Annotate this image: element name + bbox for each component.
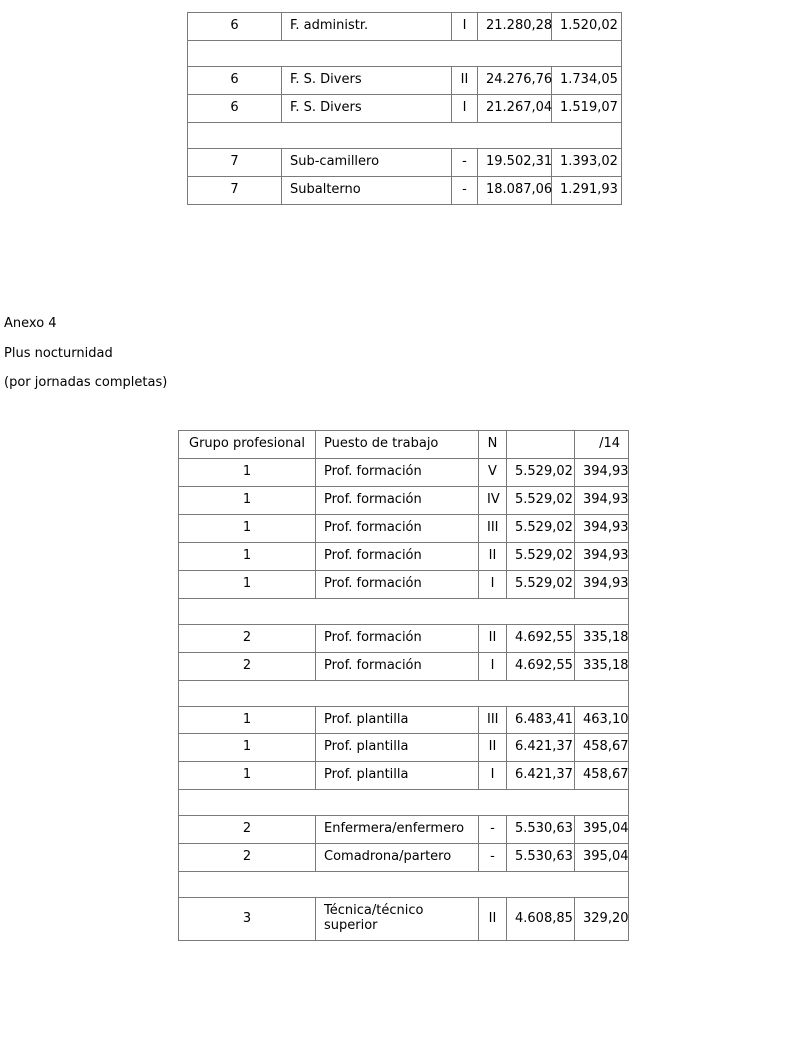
table-row [179, 542, 629, 570]
cell-puesto: Prof. formación [316, 652, 479, 680]
cell-puesto: Enfermera/enfermero [316, 816, 479, 844]
column-header-importe [507, 431, 575, 459]
anexo-table-body [179, 458, 629, 940]
table-row [179, 486, 629, 514]
table-row [179, 816, 629, 844]
cell-importe: 4.692,55 [507, 652, 575, 680]
table-row [179, 734, 629, 762]
cell-nivel: - [452, 148, 478, 176]
cell-grupo: 1 [179, 734, 316, 762]
table-spacer-cell [179, 790, 629, 816]
cell-div14: 458,67 [575, 734, 629, 762]
anexo-table [178, 430, 629, 941]
cell-nivel: IV [479, 486, 507, 514]
table-row [179, 898, 629, 941]
salary-table-top-body [188, 13, 622, 205]
cell-nivel: II [479, 898, 507, 941]
cell-importe: 21.280,28 [478, 13, 552, 41]
cell-importe: 5.530,63 [507, 816, 575, 844]
column-header-grupo: Grupo profesional [179, 431, 316, 459]
column-header-div14: /14 [575, 431, 629, 459]
cell-puesto: Comadrona/partero [316, 844, 479, 872]
cell-div14: 458,67 [575, 762, 629, 790]
cell-puesto: Prof. formación [316, 514, 479, 542]
table-row [179, 514, 629, 542]
table-spacer-cell [179, 680, 629, 706]
cell-puesto: Técnica/técnico superior [316, 898, 479, 941]
cell-importe: 21.267,04 [478, 94, 552, 122]
cell-grupo: 1 [179, 542, 316, 570]
cell-nivel: I [479, 652, 507, 680]
table-spacer-cell [179, 872, 629, 898]
cell-div14: 335,18 [575, 624, 629, 652]
cell-div14: 395,04 [575, 844, 629, 872]
cell-grupo: 6 [188, 66, 282, 94]
table-row [188, 13, 622, 41]
cell-importe: 6.421,37 [507, 734, 575, 762]
cell-puesto: Prof. formación [316, 486, 479, 514]
table-row [188, 66, 622, 94]
table-row [179, 458, 629, 486]
cell-nivel: III [479, 514, 507, 542]
table-spacer-cell [188, 122, 622, 148]
cell-puesto: Sub-camillero [282, 148, 452, 176]
cell-div14: 463,10 [575, 706, 629, 734]
cell-nivel: - [479, 844, 507, 872]
table-row [188, 176, 622, 204]
cell-nivel: II [452, 66, 478, 94]
table-row [188, 94, 622, 122]
cell-grupo: 6 [188, 94, 282, 122]
cell-grupo: 2 [179, 816, 316, 844]
cell-grupo: 2 [179, 652, 316, 680]
cell-grupo: 7 [188, 176, 282, 204]
cell-grupo: 1 [179, 486, 316, 514]
table-spacer-row [179, 790, 629, 816]
cell-grupo: 2 [179, 624, 316, 652]
cell-puesto: F. S. Divers [282, 66, 452, 94]
cell-importe: 4.692,55 [507, 624, 575, 652]
cell-puesto: Prof. plantilla [316, 734, 479, 762]
table-spacer-row [188, 122, 622, 148]
cell-nivel: III [479, 706, 507, 734]
cell-nivel: II [479, 734, 507, 762]
anexo-table-head [179, 431, 629, 459]
cell-puesto: F. S. Divers [282, 94, 452, 122]
cell-div14: 1.520,02 [552, 13, 622, 41]
cell-importe: 5.529,02 [507, 570, 575, 598]
table-row [179, 624, 629, 652]
cell-grupo: 1 [179, 514, 316, 542]
cell-nivel: I [452, 94, 478, 122]
cell-nivel: I [479, 762, 507, 790]
cell-puesto: Prof. formación [316, 570, 479, 598]
anexo-note: (por jornadas completas) [4, 375, 168, 391]
cell-grupo: 1 [179, 458, 316, 486]
anexo-table-container [178, 430, 628, 941]
cell-nivel: - [452, 176, 478, 204]
cell-nivel: II [479, 542, 507, 570]
cell-nivel: V [479, 458, 507, 486]
anexo-heading-block [4, 316, 504, 405]
column-header-nivel: N [479, 431, 507, 459]
column-header-puesto: Puesto de trabajo [316, 431, 479, 459]
table-row [179, 762, 629, 790]
cell-puesto: Prof. plantilla [316, 706, 479, 734]
cell-div14: 394,93 [575, 542, 629, 570]
cell-div14: 394,93 [575, 458, 629, 486]
cell-importe: 6.483,41 [507, 706, 575, 734]
cell-div14: 1.519,07 [552, 94, 622, 122]
cell-nivel: II [479, 624, 507, 652]
cell-importe: 5.529,02 [507, 542, 575, 570]
cell-importe: 5.529,02 [507, 458, 575, 486]
table-spacer-row [179, 680, 629, 706]
table-row [179, 570, 629, 598]
anexo-subtitle: Plus nocturnidad [4, 345, 113, 361]
cell-puesto: Subalterno [282, 176, 452, 204]
cell-puesto: F. administr. [282, 13, 452, 41]
table-spacer-row [179, 598, 629, 624]
cell-grupo: 3 [179, 898, 316, 941]
cell-div14: 335,18 [575, 652, 629, 680]
cell-importe: 5.529,02 [507, 486, 575, 514]
cell-div14: 1.291,93 [552, 176, 622, 204]
cell-div14: 394,93 [575, 486, 629, 514]
table-spacer-row [188, 40, 622, 66]
table-row [179, 706, 629, 734]
cell-nivel: I [452, 13, 478, 41]
cell-div14: 395,04 [575, 816, 629, 844]
table-spacer-cell [188, 40, 622, 66]
table-spacer-cell [179, 598, 629, 624]
cell-div14: 394,93 [575, 514, 629, 542]
salary-table-top [187, 12, 622, 205]
cell-div14: 1.734,05 [552, 66, 622, 94]
cell-puesto: Prof. plantilla [316, 762, 479, 790]
cell-importe: 24.276,76 [478, 66, 552, 94]
anexo-title: Anexo 4 [4, 316, 57, 331]
cell-grupo: 6 [188, 13, 282, 41]
cell-div14: 329,20 [575, 898, 629, 941]
cell-grupo: 1 [179, 570, 316, 598]
cell-importe: 19.502,31 [478, 148, 552, 176]
table-row [179, 844, 629, 872]
cell-nivel: I [479, 570, 507, 598]
cell-puesto: Prof. formación [316, 458, 479, 486]
table-row [179, 652, 629, 680]
cell-grupo: 1 [179, 706, 316, 734]
table-row [188, 148, 622, 176]
table-header-row [179, 431, 629, 459]
cell-importe: 5.530,63 [507, 844, 575, 872]
salary-table-top-container [187, 12, 621, 205]
cell-grupo: 7 [188, 148, 282, 176]
cell-puesto: Prof. formación [316, 542, 479, 570]
cell-puesto: Prof. formación [316, 624, 479, 652]
cell-importe: 4.608,85 [507, 898, 575, 941]
cell-div14: 394,93 [575, 570, 629, 598]
table-spacer-row [179, 872, 629, 898]
cell-div14: 1.393,02 [552, 148, 622, 176]
cell-importe: 18.087,06 [478, 176, 552, 204]
cell-importe: 6.421,37 [507, 762, 575, 790]
cell-nivel: - [479, 816, 507, 844]
cell-grupo: 1 [179, 762, 316, 790]
cell-grupo: 2 [179, 844, 316, 872]
cell-importe: 5.529,02 [507, 514, 575, 542]
